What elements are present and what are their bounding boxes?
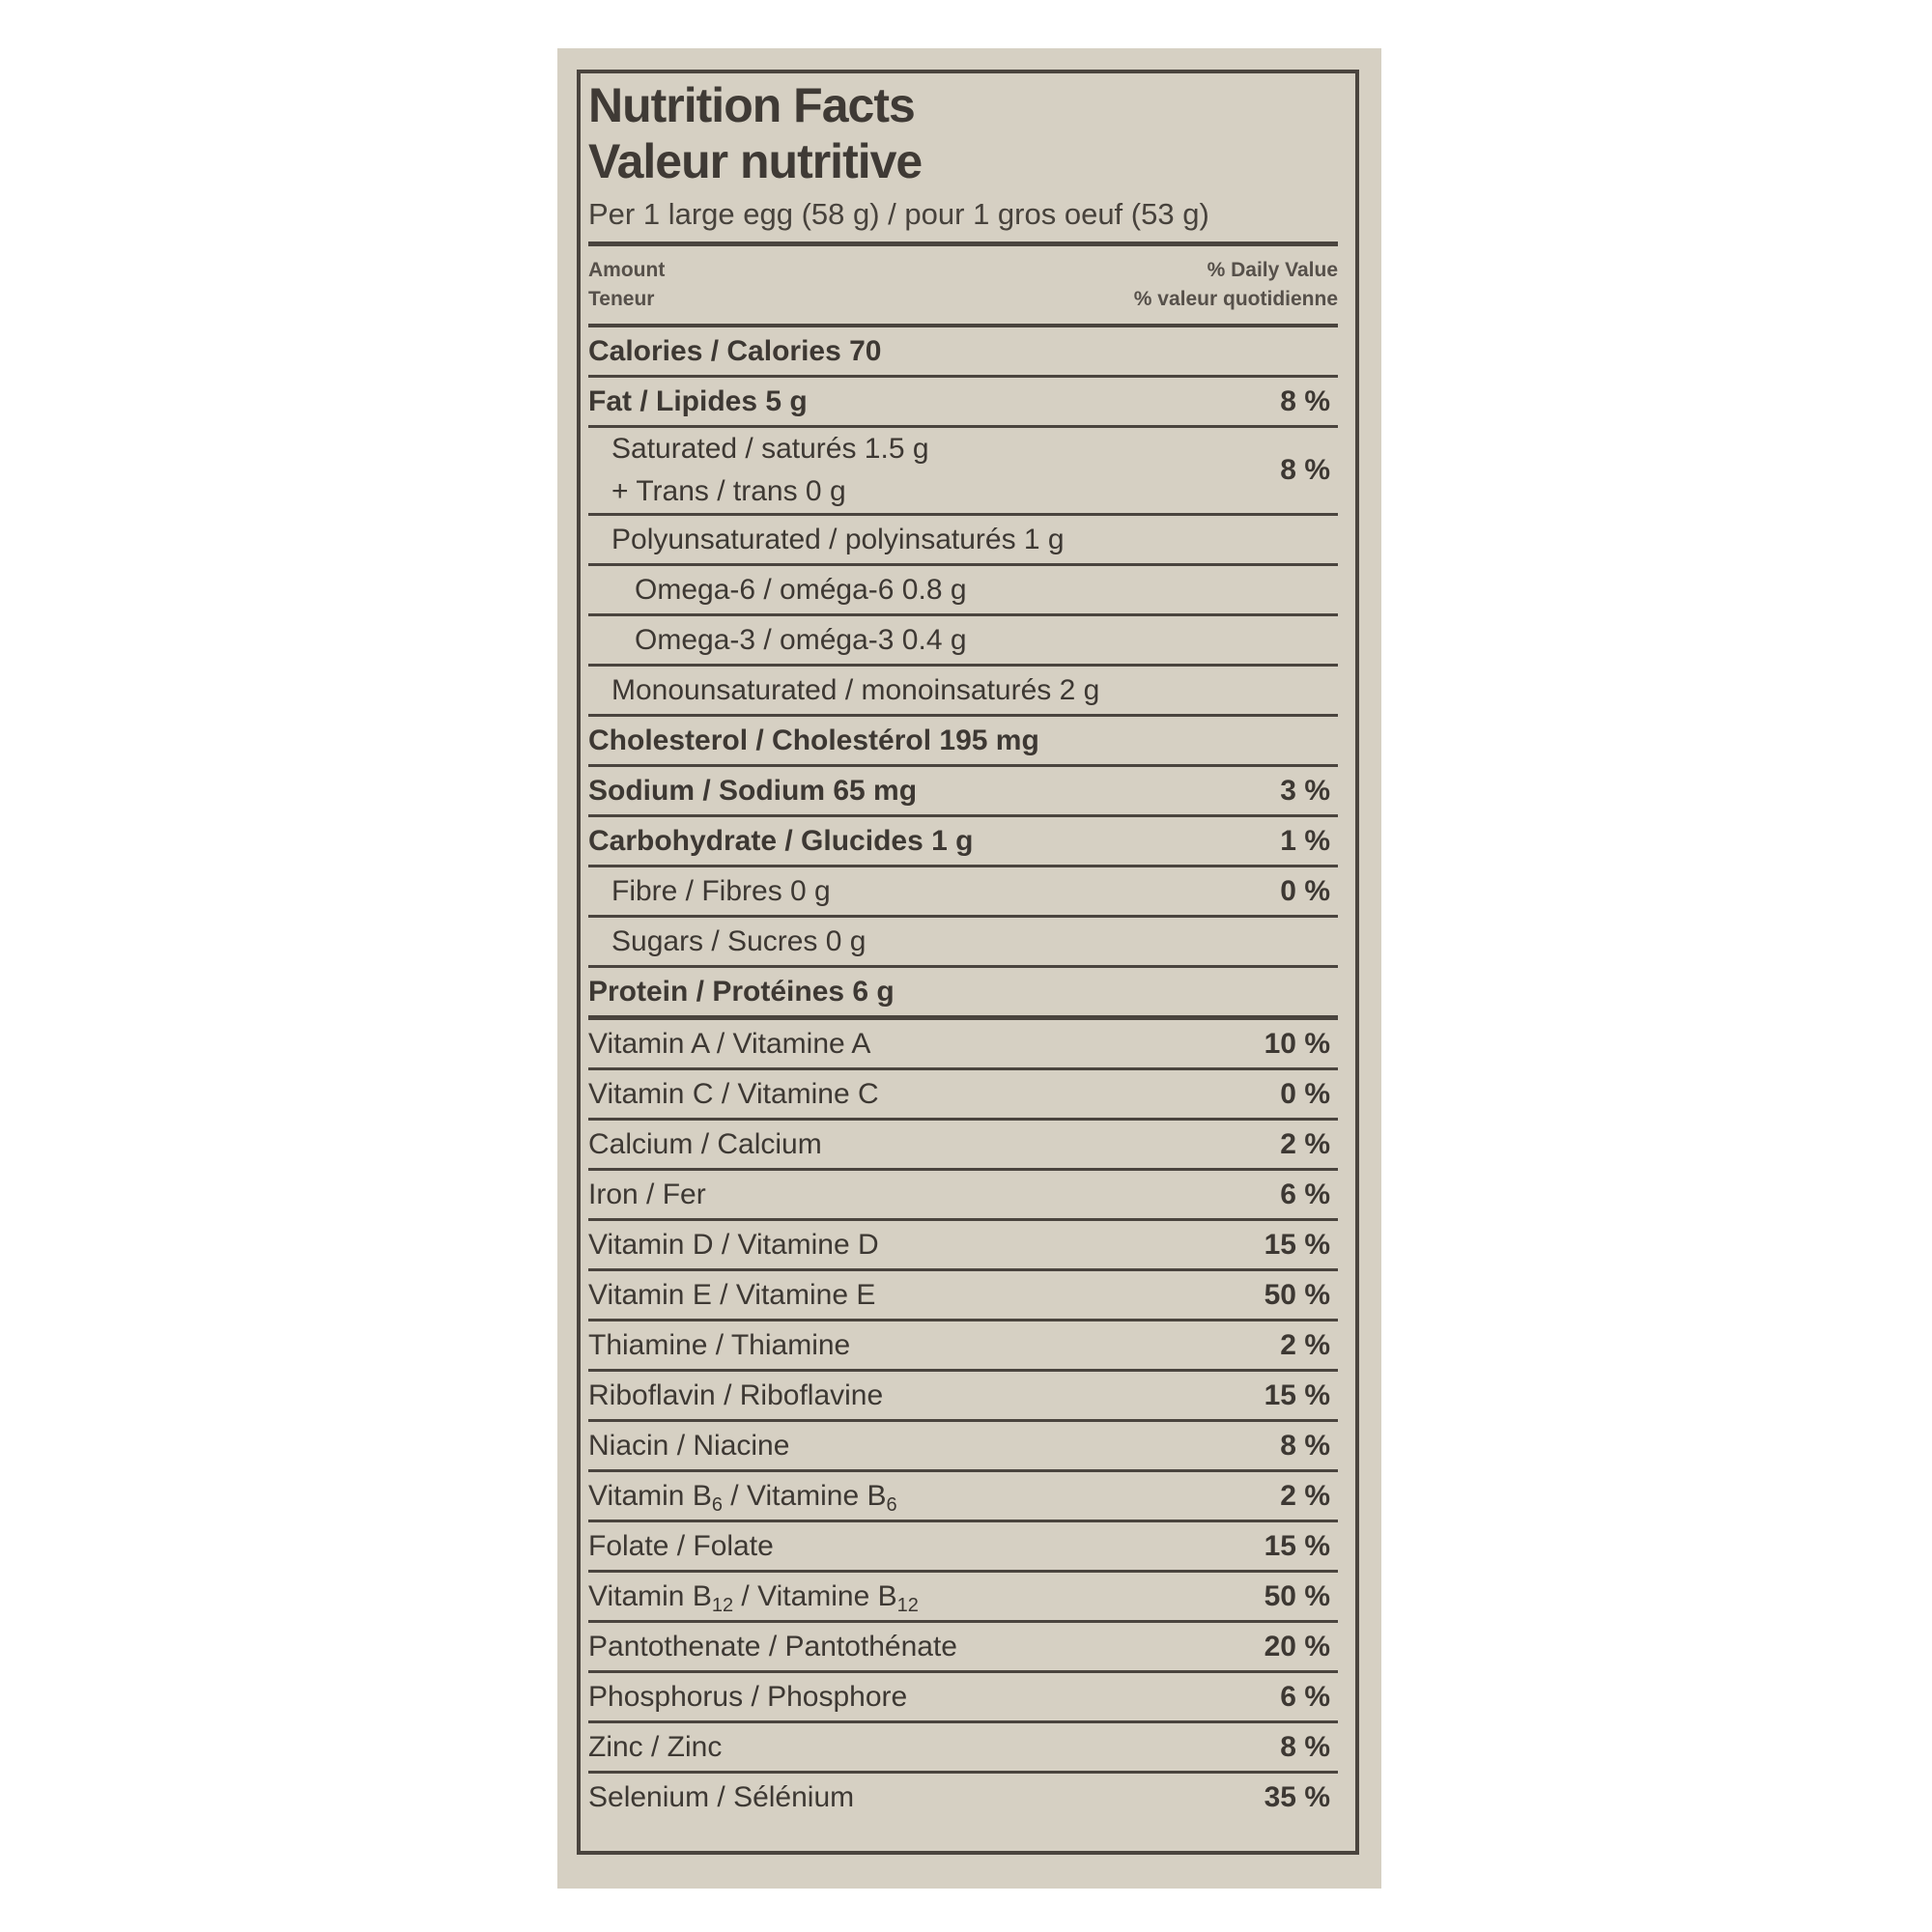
carbohydrate-percent: 1 %	[1280, 824, 1330, 857]
carbohydrate-row	[588, 817, 1338, 867]
nutrition-label-card	[557, 48, 1381, 1889]
vitamin-row	[588, 1221, 1338, 1271]
vitamin-percent: 2 %	[1280, 1479, 1330, 1512]
saturated-trans-row	[588, 428, 1338, 516]
vitamin-percent: 2 %	[1280, 1127, 1330, 1160]
vitamin-label: Calcium / Calcium	[588, 1127, 822, 1160]
protein-row	[588, 968, 1338, 1015]
daily-value-header: % Daily Value % valeur quotidienne	[1133, 259, 1338, 310]
sodium-row	[588, 767, 1338, 817]
serving-size: Per 1 large egg (58 g) / pour 1 gros oeuf (53 g)	[588, 197, 1209, 231]
vitamin-percent: 8 %	[1280, 1429, 1330, 1462]
vitamin-label: Riboflavin / Riboflavine	[588, 1378, 884, 1411]
vitamin-percent: 15 %	[1264, 1378, 1330, 1411]
vitamin-row	[588, 1321, 1338, 1372]
vitamin-row	[588, 1673, 1338, 1723]
vitamin-percent: 15 %	[1264, 1529, 1330, 1562]
monounsaturated-row	[588, 667, 1338, 717]
vitamin-row	[588, 1020, 1338, 1070]
vitamin-row	[588, 1271, 1338, 1321]
omega6-row	[588, 566, 1338, 616]
polyunsaturated-label: Polyunsaturated / polyinsaturés 1 g	[611, 523, 1065, 555]
protein-label: Protein / Protéines 6 g	[588, 975, 895, 1008]
vitamin-label: Vitamin E / Vitamine E	[588, 1278, 876, 1311]
saturated-label: Saturated / saturés 1.5 g	[611, 433, 929, 465]
polyunsaturated-row	[588, 516, 1338, 566]
vitamin-row	[588, 1372, 1338, 1422]
fibre-percent: 0 %	[1280, 874, 1330, 907]
vitamin-percent: 8 %	[1280, 1730, 1330, 1763]
column-header	[588, 246, 1338, 318]
vitamin-label: Thiamine / Thiamine	[588, 1328, 851, 1361]
vitamin-row	[588, 1171, 1338, 1221]
vitamin-row	[588, 1573, 1338, 1623]
vitamin-percent: 35 %	[1264, 1780, 1330, 1813]
fat-row	[588, 378, 1338, 428]
trans-label: + Trans / trans 0 g	[611, 475, 846, 507]
vitamin-label: Selenium / Sélénium	[588, 1780, 855, 1813]
calories-row	[588, 327, 1338, 378]
sodium-label: Sodium / Sodium 65 mg	[588, 774, 918, 807]
saturated-trans-labels	[611, 428, 929, 513]
vitamin-label: Vitamin $B_{12}$ / Vitamine $B_{12}$	[588, 1579, 919, 1616]
label-content	[588, 77, 1338, 1821]
vitamin-percent: 6 %	[1280, 1178, 1330, 1210]
omega3-label: Omega-3 / oméga-3 0.4 g	[635, 623, 967, 656]
vitamin-percent: 15 %	[1264, 1228, 1330, 1261]
carbohydrate-label: Carbohydrate / Glucides 1 g	[588, 824, 974, 857]
amount-header: Amount Teneur	[588, 259, 666, 310]
vitamin-percent: 10 %	[1264, 1027, 1330, 1060]
vitamin-row	[588, 1623, 1338, 1673]
vitamin-percent: 2 %	[1280, 1328, 1330, 1361]
vitamin-label: Vitamin $B_6$ / Vitamine $B_6$	[588, 1479, 897, 1516]
vitamin-row	[588, 1121, 1338, 1171]
fat-label: Fat / Lipides 5 g	[588, 384, 808, 417]
sugars-label: Sugars / Sucres 0 g	[611, 924, 867, 957]
vitamins-list	[588, 1020, 1338, 1821]
vitamin-percent: 50 %	[1264, 1278, 1330, 1311]
sodium-percent: 3 %	[1280, 774, 1330, 807]
omega3-row	[588, 616, 1338, 667]
vitamin-label: Vitamin C / Vitamine C	[588, 1077, 879, 1110]
vitamin-label: Folate / Folate	[588, 1529, 774, 1562]
fibre-row	[588, 867, 1338, 918]
omega6-label: Omega-6 / oméga-6 0.8 g	[635, 573, 967, 606]
monounsaturated-label: Monounsaturated / monoinsaturés 2 g	[611, 673, 1100, 706]
vitamin-percent: 0 %	[1280, 1077, 1330, 1110]
cholesterol-label: Cholesterol / Cholestérol 195 mg	[588, 724, 1039, 756]
vitamin-percent: 20 %	[1264, 1630, 1330, 1662]
vitamin-row	[588, 1774, 1338, 1821]
vitamin-row	[588, 1422, 1338, 1472]
cholesterol-row	[588, 717, 1338, 767]
vitamin-label: Niacin / Niacine	[588, 1429, 790, 1462]
vitamin-label: Zinc / Zinc	[588, 1730, 723, 1763]
vitamin-label: Pantothenate / Pantothénate	[588, 1630, 957, 1662]
vitamin-percent: 6 %	[1280, 1680, 1330, 1713]
vitamin-label: Iron / Fer	[588, 1178, 706, 1210]
vitamin-label: Phosphorus / Phosphore	[588, 1680, 908, 1713]
vitamin-label: Vitamin D / Vitamine D	[588, 1228, 879, 1261]
vitamin-row	[588, 1723, 1338, 1774]
vitamin-row	[588, 1472, 1338, 1522]
vitamin-label: Vitamin A / Vitamine A	[588, 1027, 871, 1060]
fibre-label: Fibre / Fibres 0 g	[611, 874, 831, 907]
title-english: Nutrition Facts	[588, 78, 915, 132]
calories-label: Calories / Calories 70	[588, 334, 882, 367]
fat-percent: 8 %	[1280, 384, 1330, 417]
sugars-row	[588, 918, 1338, 968]
saturated-percent: 8 %	[1280, 454, 1330, 486]
title-french: Valeur nutritive	[588, 134, 923, 188]
vitamin-row	[588, 1070, 1338, 1121]
vitamin-row	[588, 1522, 1338, 1573]
vitamin-percent: 50 %	[1264, 1579, 1330, 1612]
